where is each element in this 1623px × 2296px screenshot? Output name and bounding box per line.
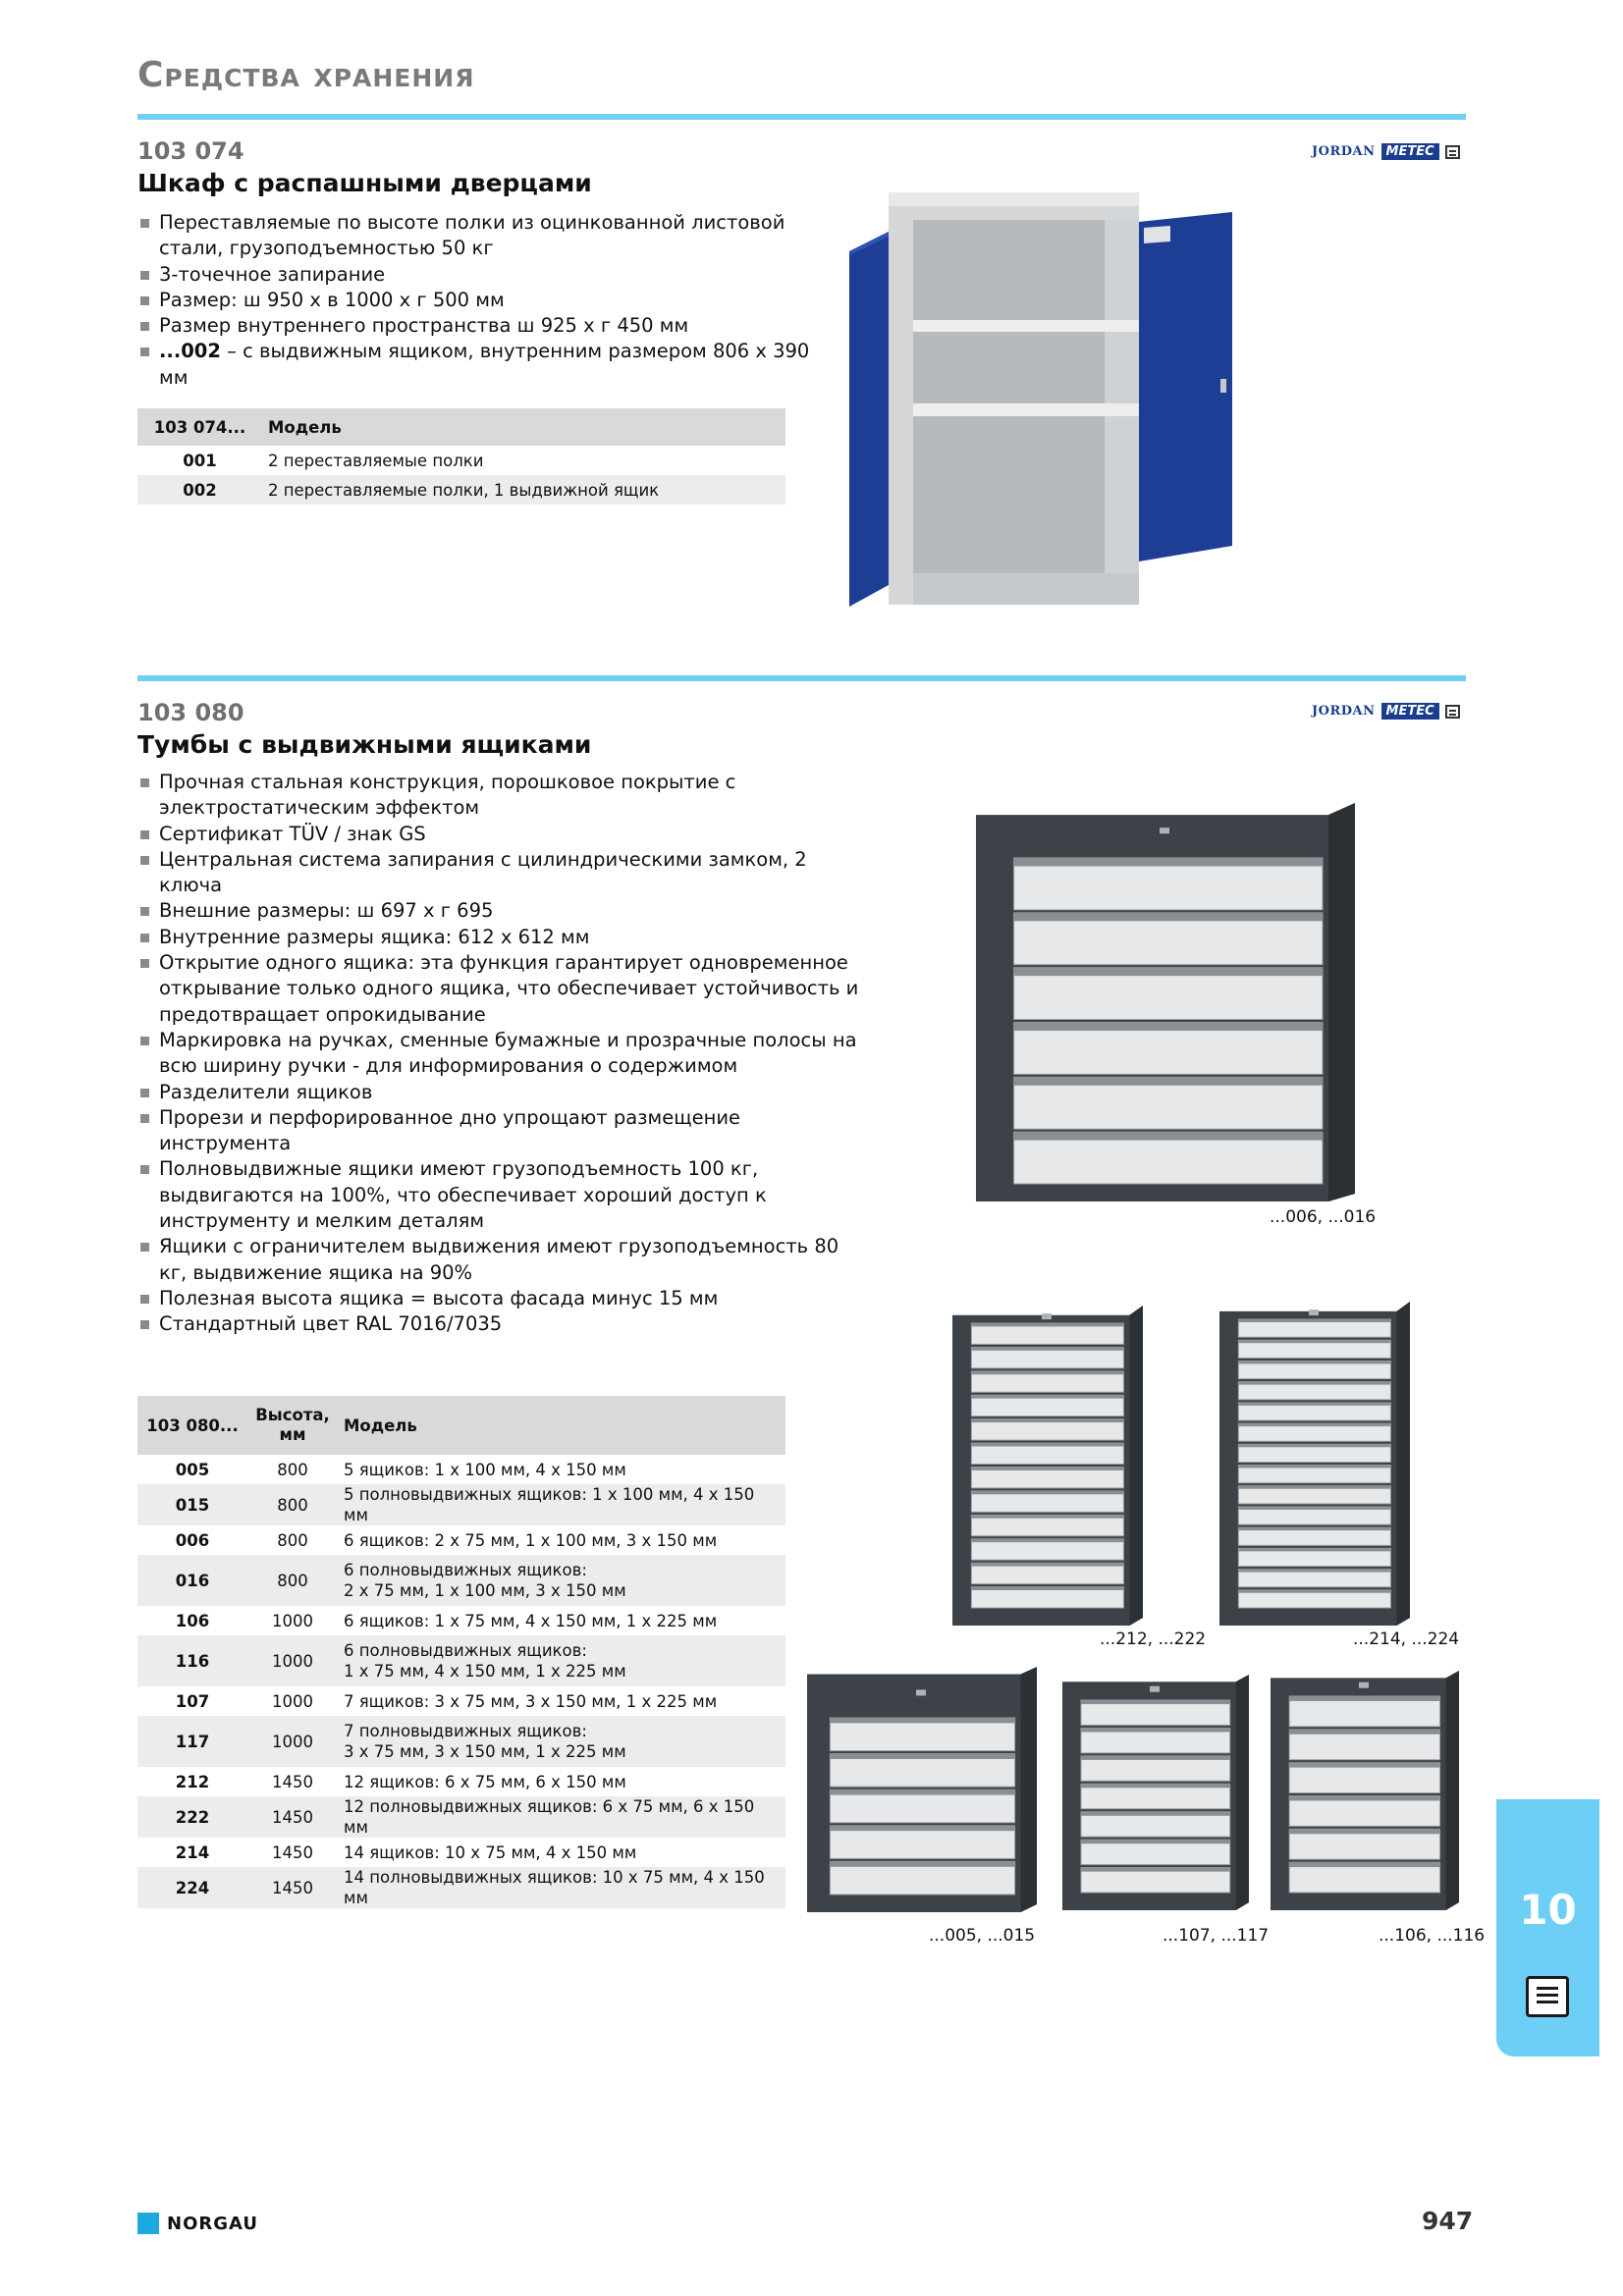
cell-code: 106 — [175, 1611, 210, 1630]
cell-model: 6 ящиков: 1 х 75 мм, 4 х 150 мм, 1 х 225 мм — [344, 1611, 718, 1630]
product1-title: Шкаф с распашными дверцами — [137, 169, 592, 197]
chapter-tab[interactable] — [1496, 1799, 1599, 2056]
brand-logos-1 — [1312, 143, 1460, 160]
drawer-handle — [1289, 1696, 1439, 1701]
cell-height: 1000 — [247, 1635, 338, 1686]
cell-height: 1450 — [272, 1772, 313, 1791]
feature-item: Сертификат TÜV / знак GS — [137, 822, 864, 847]
table-row — [137, 1767, 785, 1796]
drawer-handle — [1238, 1590, 1390, 1593]
drawer-handle — [971, 1395, 1123, 1398]
table-row — [137, 1716, 785, 1767]
feature-item: Прорези и перфорированное дно упрощают размещение инструмента — [137, 1105, 864, 1157]
product2-table — [137, 1396, 785, 1908]
drawer-handle — [971, 1563, 1123, 1566]
table-header: Модель — [338, 1396, 785, 1455]
image-caption: ...006, ...016 — [1270, 1207, 1377, 1227]
cell-model: 6 полновыдвижных ящиков: 1 х 75 мм, 4 х 150 мм, 1 х 225 мм — [338, 1635, 785, 1686]
drawer-handle — [1238, 1361, 1390, 1363]
table-row — [137, 1455, 785, 1484]
drawer-cabinet-image-106 — [1271, 1671, 1463, 1914]
drawer-handle — [971, 1539, 1123, 1542]
drawer-handle — [1238, 1382, 1390, 1385]
table-row — [137, 475, 785, 505]
cell-code: 212 — [175, 1772, 210, 1791]
drawer-handle — [1289, 1796, 1439, 1801]
cell-code: 116 — [137, 1635, 247, 1686]
cell-height: 1450 — [247, 1867, 338, 1908]
feature-item: Маркировка на ручках, сменные бумажные и прозрачные полосы на всю ширину ручки - для информирования о содержимом — [137, 1028, 864, 1080]
feature-item: Полезная высота ящика = высота фасада минус 15 мм — [137, 1286, 864, 1311]
cell-model: 12 ящиков: 6 х 75 мм, 6 х 150 мм — [344, 1772, 626, 1791]
table-header: 103 074... — [137, 408, 262, 446]
drawer-cabinet-image-214 — [1219, 1302, 1416, 1629]
jordan-logo: JORDAN — [1312, 704, 1376, 719]
feature-item: Полновыдвижные ящики имеют грузоподъемность 100 кг, выдвигаются на 100%, что обеспечивает хороший доступ к инструменту и мелким деталям — [137, 1156, 864, 1234]
cell-model: 14 ящиков: 10 х 75 мм, 4 х 150 мм — [344, 1842, 637, 1862]
cell-model: 2 переставляемые полки, 1 выдвижной ящик — [262, 475, 785, 505]
feature-item — [137, 339, 825, 391]
drawer-handle — [1014, 968, 1323, 976]
cell-height: 1000 — [272, 1611, 313, 1630]
product2-features — [137, 770, 864, 1338]
feature-item: 3-точечное запирание — [137, 262, 825, 288]
feature-bold-code: ...002 — [159, 340, 221, 363]
cell-height: 1450 — [247, 1796, 338, 1838]
table-row — [137, 1867, 785, 1908]
cell-code: 006 — [175, 1530, 210, 1550]
cell-code: 002 — [137, 475, 262, 505]
feature-item: Внешние размеры: ш 697 х г 695 — [137, 898, 864, 924]
image-caption: ...107, ...117 — [1163, 1926, 1270, 1946]
product1-features — [137, 210, 825, 391]
cell-code: 001 — [183, 451, 217, 470]
cell-code: 224 — [137, 1867, 247, 1908]
drawer-handle — [971, 1443, 1123, 1446]
feature-item: Стандартный цвет RAL 7016/7035 — [137, 1311, 864, 1337]
drawer-handle — [971, 1323, 1123, 1326]
drawer-handle — [1289, 1763, 1439, 1768]
drawer-handle — [1238, 1570, 1390, 1573]
section-title: Средства хранения — [137, 55, 475, 95]
table-header: Модель — [262, 408, 785, 446]
feature-item: Разделители ящиков — [137, 1080, 864, 1105]
feature-item: Центральная система запирания с цилиндрическими замком, 2 ключа — [137, 847, 864, 899]
table-row — [137, 1796, 785, 1838]
drawer-handle — [1014, 858, 1323, 866]
product1-table — [137, 408, 785, 505]
cell-height: 800 — [277, 1460, 308, 1479]
drawer-handle — [1081, 1840, 1230, 1843]
drawer-handle — [1238, 1466, 1390, 1468]
drawer-cabinet-image-006 — [976, 803, 1359, 1205]
cell-height: 1000 — [247, 1716, 338, 1767]
cell-height: 800 — [247, 1555, 338, 1606]
drawer-handle — [971, 1419, 1123, 1422]
product2-code: 103 080 — [137, 699, 244, 726]
cell-model: 2 переставляемые полки — [268, 451, 484, 470]
drawer-handle — [971, 1468, 1123, 1470]
drawer-handle — [1238, 1444, 1390, 1447]
cell-code: 222 — [137, 1796, 247, 1838]
storage-cabinet-icon — [1526, 1976, 1569, 2017]
product1-code: 103 074 — [137, 137, 244, 165]
page-number: 947 — [1422, 2207, 1474, 2235]
norgau-square-icon — [137, 2213, 159, 2234]
cell-model: 6 ящиков: 2 х 75 мм, 1 х 100 мм, 3 х 150 мм — [344, 1530, 718, 1550]
drawer-handle — [1081, 1868, 1230, 1872]
cell-height: 1450 — [272, 1842, 313, 1862]
feature-item: Ящики с ограничителем выдвижения имеют грузоподъемность 80 кг, выдвижение ящика на 90% — [137, 1234, 864, 1286]
drawer-handle — [830, 1718, 1014, 1723]
cabinet-icon — [1445, 145, 1460, 159]
table-row — [137, 1635, 785, 1686]
table-row — [137, 1686, 785, 1716]
drawer-cabinet-image-212 — [952, 1306, 1149, 1629]
norgau-brand: NORGAU — [167, 2213, 258, 2234]
lock-icon — [1150, 1686, 1160, 1692]
cell-height: 1000 — [272, 1691, 313, 1711]
lock-icon — [1359, 1682, 1369, 1688]
feature-item: Переставляемые по высоте полки из оцинкованной листовой стали, грузоподъемностью 50 кг — [137, 210, 825, 262]
drawer-handle — [1238, 1548, 1390, 1551]
cell-model: 6 полновыдвижных ящиков: 2 х 75 мм, 1 х 100 мм, 3 х 150 мм — [338, 1555, 785, 1606]
drawer-handle — [1289, 1829, 1439, 1834]
top-divider — [137, 114, 1466, 120]
cell-model: 7 полновыдвижных ящиков: 3 х 75 мм, 3 х 150 мм, 1 х 225 мм — [338, 1716, 785, 1767]
lock-icon — [1160, 828, 1169, 833]
cell-model: 5 ящиков: 1 х 100 мм, 4 х 150 мм — [344, 1460, 626, 1479]
cell-model: 14 полновыдвижных ящиков: 10 х 75 мм, 4 х 150 мм — [338, 1867, 785, 1908]
drawer-handle — [971, 1491, 1123, 1494]
cell-model: 5 полновыдвижных ящиков: 1 х 100 мм, 4 х 150 мм — [338, 1484, 785, 1525]
drawer-handle — [1238, 1507, 1390, 1510]
lock-icon — [1042, 1313, 1052, 1319]
drawer-handle — [1014, 1077, 1323, 1085]
footer-logo — [137, 2213, 258, 2234]
drawer-handle — [830, 1789, 1014, 1794]
drawer-handle — [1081, 1784, 1230, 1788]
metec-logo: METEC — [1381, 703, 1439, 720]
image-caption: ...214, ...224 — [1353, 1629, 1460, 1649]
drawer-handle — [1238, 1403, 1390, 1406]
product2-title: Тумбы с выдвижными ящиками — [137, 730, 592, 759]
drawer-handle — [1238, 1527, 1390, 1530]
drawer-handle — [1238, 1423, 1390, 1426]
chapter-number: 10 — [1519, 1886, 1577, 1934]
drawer-handle — [971, 1515, 1123, 1518]
cabinet-icon — [1445, 705, 1460, 719]
drawer-handle — [1238, 1486, 1390, 1489]
swing-door-cabinet-image — [844, 192, 1434, 614]
cell-code: 005 — [175, 1460, 210, 1479]
drawer-handle — [1289, 1862, 1439, 1867]
feature-item: Размер внутреннего пространства ш 925 х г 450 мм — [137, 313, 825, 339]
drawer-handle — [971, 1371, 1123, 1374]
image-caption: ...106, ...116 — [1379, 1926, 1486, 1946]
drawer-handle — [1014, 913, 1323, 921]
cell-code: 214 — [175, 1842, 210, 1862]
drawer-handle — [1014, 1132, 1323, 1140]
cell-code: 015 — [137, 1484, 247, 1525]
drawer-handle — [1081, 1812, 1230, 1816]
drawer-handle — [1238, 1319, 1390, 1322]
image-caption: ...212, ...222 — [1100, 1629, 1207, 1649]
drawer-handle — [1289, 1730, 1439, 1735]
lock-icon — [1309, 1309, 1319, 1315]
drawer-cabinet-image-005 — [807, 1667, 1041, 1916]
drawer-handle — [830, 1754, 1014, 1759]
drawer-handle — [1081, 1728, 1230, 1732]
feature-item: Внутренние размеры ящика: 612 х 612 мм — [137, 925, 864, 950]
cell-height: 800 — [277, 1530, 308, 1550]
table-header: 103 080... — [137, 1396, 247, 1455]
cell-model: 7 ящиков: 3 х 75 мм, 3 х 150 мм, 1 х 225 мм — [344, 1691, 718, 1711]
drawer-handle — [1238, 1340, 1390, 1343]
drawer-handle — [971, 1587, 1123, 1590]
feature-text: – с выдвижным ящиком, внутренним размером 806 х 390 мм — [159, 340, 810, 389]
table-row — [137, 1525, 785, 1555]
cell-code: 117 — [137, 1716, 247, 1767]
cell-code: 107 — [175, 1691, 210, 1711]
drawer-cabinet-image-107 — [1062, 1675, 1253, 1914]
jordan-logo: JORDAN — [1312, 144, 1376, 159]
table-header: Высота, мм — [247, 1396, 338, 1455]
feature-item: Открытие одного ящика: эта функция гарантирует одновременное открывание только одного ящика, что обеспечивает устойчивость и предотвращает опрокидывание — [137, 950, 864, 1028]
feature-item: Прочная стальная конструкция, порошковое покрытие с электростатическим эффектом — [137, 770, 864, 822]
brand-logos-2 — [1312, 703, 1460, 720]
section-divider — [137, 675, 1466, 681]
table-row — [137, 1484, 785, 1525]
drawer-handle — [830, 1861, 1014, 1866]
table-row — [137, 446, 785, 475]
image-caption: ...005, ...015 — [929, 1926, 1036, 1946]
table-row — [137, 1555, 785, 1606]
table-row — [137, 1606, 785, 1635]
drawer-handle — [971, 1347, 1123, 1350]
metec-logo: METEC — [1381, 143, 1439, 160]
drawer-handle — [1081, 1756, 1230, 1760]
drawer-handle — [830, 1826, 1014, 1831]
drawer-handle — [1081, 1700, 1230, 1704]
cell-height: 800 — [247, 1484, 338, 1525]
lock-icon — [916, 1689, 926, 1695]
cell-model: 12 полновыдвижных ящиков: 6 х 75 мм, 6 х 150 мм — [338, 1796, 785, 1838]
table-row — [137, 1838, 785, 1867]
feature-item: Размер: ш 950 х в 1000 х г 500 мм — [137, 288, 825, 313]
drawer-handle — [1014, 1023, 1323, 1031]
cell-code: 016 — [137, 1555, 247, 1606]
